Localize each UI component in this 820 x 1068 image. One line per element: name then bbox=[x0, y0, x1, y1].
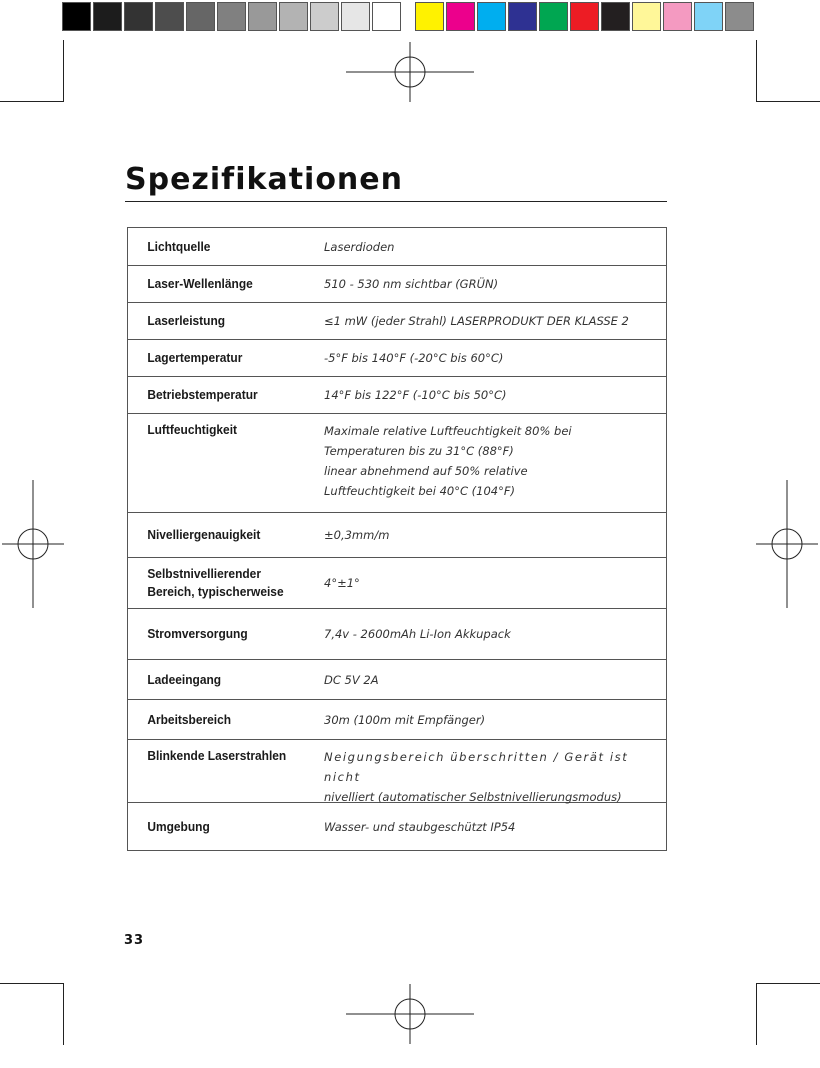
process-color-bar bbox=[415, 2, 756, 32]
spec-row bbox=[128, 339, 666, 376]
gray-swatch bbox=[279, 2, 308, 31]
registration-mark-bottom bbox=[346, 984, 474, 1044]
spec-label: Lichtquelle bbox=[147, 238, 211, 254]
spec-table bbox=[127, 227, 667, 851]
color-swatch bbox=[601, 2, 630, 31]
spec-label: Nivelliergenauigkeit bbox=[147, 527, 261, 542]
color-swatch bbox=[508, 2, 537, 31]
spec-value bbox=[324, 573, 666, 593]
spec-value bbox=[324, 311, 666, 331]
spec-row bbox=[128, 608, 666, 659]
color-swatch bbox=[663, 2, 692, 31]
crop-mark bbox=[756, 983, 757, 1045]
spec-label: Stromversorgung bbox=[147, 626, 248, 641]
spec-row bbox=[128, 739, 666, 802]
crop-mark bbox=[0, 983, 63, 984]
gray-swatch bbox=[155, 2, 184, 31]
gray-swatch bbox=[186, 2, 215, 31]
gray-swatch bbox=[372, 2, 401, 31]
crop-mark bbox=[757, 983, 820, 984]
crop-mark bbox=[63, 40, 64, 102]
color-swatch bbox=[725, 2, 754, 31]
spec-value-line: ≤1 mW (jeder Strahl) LASERPRODUKT DER KLASSE 2 bbox=[324, 314, 629, 328]
color-swatch bbox=[570, 2, 599, 31]
gray-swatch bbox=[248, 2, 277, 31]
gray-swatch bbox=[341, 2, 370, 31]
gray-swatch bbox=[93, 2, 122, 31]
spec-row bbox=[128, 699, 666, 739]
registration-mark-left bbox=[2, 480, 64, 608]
spec-value bbox=[324, 624, 666, 644]
crop-mark bbox=[63, 983, 64, 1045]
registration-mark-top bbox=[346, 42, 474, 102]
spec-value bbox=[324, 747, 666, 807]
spec-label: Ladeeingang bbox=[147, 671, 222, 687]
gray-color-bar bbox=[62, 2, 403, 32]
spec-value-line: DC 5V 2A bbox=[324, 672, 379, 687]
spec-value-line: linear abnehmend auf 50% relative bbox=[324, 464, 528, 478]
spec-label: Lagertemperatur bbox=[147, 350, 243, 365]
spec-value bbox=[324, 421, 666, 501]
spec-value-line: Luftfeuchtigkeit bei 40°C (104°F) bbox=[324, 484, 515, 498]
spec-row bbox=[128, 557, 666, 608]
spec-label: Luftfeuchtigkeit bbox=[147, 422, 238, 437]
spec-value bbox=[324, 274, 666, 294]
crop-mark bbox=[756, 40, 757, 102]
color-swatch bbox=[539, 2, 568, 31]
spec-value-line: ±0,3mm/m bbox=[324, 528, 390, 542]
spec-label: Laser-Wellenlänge bbox=[147, 276, 253, 291]
spec-row bbox=[128, 302, 666, 339]
spec-value bbox=[324, 385, 666, 405]
spec-value-line: 510 - 530 nm sichtbar (GRÜN) bbox=[324, 277, 499, 291]
spec-value bbox=[324, 817, 666, 837]
spec-value-line: Temperaturen bis zu 31°C (88°F) bbox=[324, 444, 514, 458]
gray-swatch bbox=[217, 2, 246, 31]
page-number: 33 bbox=[124, 933, 145, 948]
spec-label: Betriebstemperatur bbox=[147, 387, 258, 402]
spec-value-line: 14°F bis 122°F (-10°C bis 50°C) bbox=[324, 388, 507, 402]
spec-label: Selbstnivellierender Bereich, typischerweise bbox=[147, 566, 284, 599]
gray-swatch bbox=[62, 2, 91, 31]
spec-row bbox=[128, 228, 666, 265]
spec-row bbox=[128, 659, 666, 699]
registration-mark-right bbox=[756, 480, 818, 608]
spec-row bbox=[128, 802, 666, 850]
spec-value-line: -5°F bis 140°F (-20°C bis 60°C) bbox=[324, 351, 504, 365]
color-swatch bbox=[694, 2, 723, 31]
spec-value bbox=[324, 710, 666, 730]
spec-value bbox=[324, 237, 666, 257]
spec-value-line: 4°±1° bbox=[324, 576, 360, 590]
spec-value-line: Laserdioden bbox=[324, 239, 395, 254]
spec-row bbox=[128, 376, 666, 413]
spec-value bbox=[324, 348, 666, 368]
spec-value-line: Maximale relative Luftfeuchtigkeit 80% bei bbox=[324, 424, 572, 438]
spec-label: Arbeitsbereich bbox=[147, 711, 232, 727]
color-swatch bbox=[632, 2, 661, 31]
spec-row bbox=[128, 512, 666, 557]
spec-value-line: Wasser- und staubgeschützt IP54 bbox=[324, 819, 516, 834]
crop-mark bbox=[0, 101, 63, 102]
spec-value bbox=[324, 525, 666, 545]
spec-label: Laserleistung bbox=[147, 313, 226, 328]
spec-value-line: 7,4v - 2600mAh Li-Ion Akkupack bbox=[324, 627, 511, 641]
color-swatch bbox=[446, 2, 475, 31]
color-swatch bbox=[477, 2, 506, 31]
spec-row bbox=[128, 265, 666, 302]
spec-value-line: 30m (100m mit Empfänger) bbox=[324, 712, 486, 727]
color-swatch bbox=[415, 2, 444, 31]
page-title: Spezifikationen bbox=[125, 162, 403, 197]
gray-swatch bbox=[310, 2, 339, 31]
gray-swatch bbox=[124, 2, 153, 31]
spec-row bbox=[128, 413, 666, 512]
spec-value bbox=[324, 670, 666, 690]
spec-label: Umgebung bbox=[147, 818, 210, 834]
spec-value-line: Neigungsbereich überschritten / Gerät ist nicht bbox=[324, 750, 629, 784]
crop-mark bbox=[757, 101, 820, 102]
spec-value-line: nivelliert (automatischer Selbstnivellierungsmodus) bbox=[324, 790, 622, 804]
title-divider bbox=[125, 201, 667, 202]
spec-label: Blinkende Laserstrahlen bbox=[147, 748, 287, 763]
